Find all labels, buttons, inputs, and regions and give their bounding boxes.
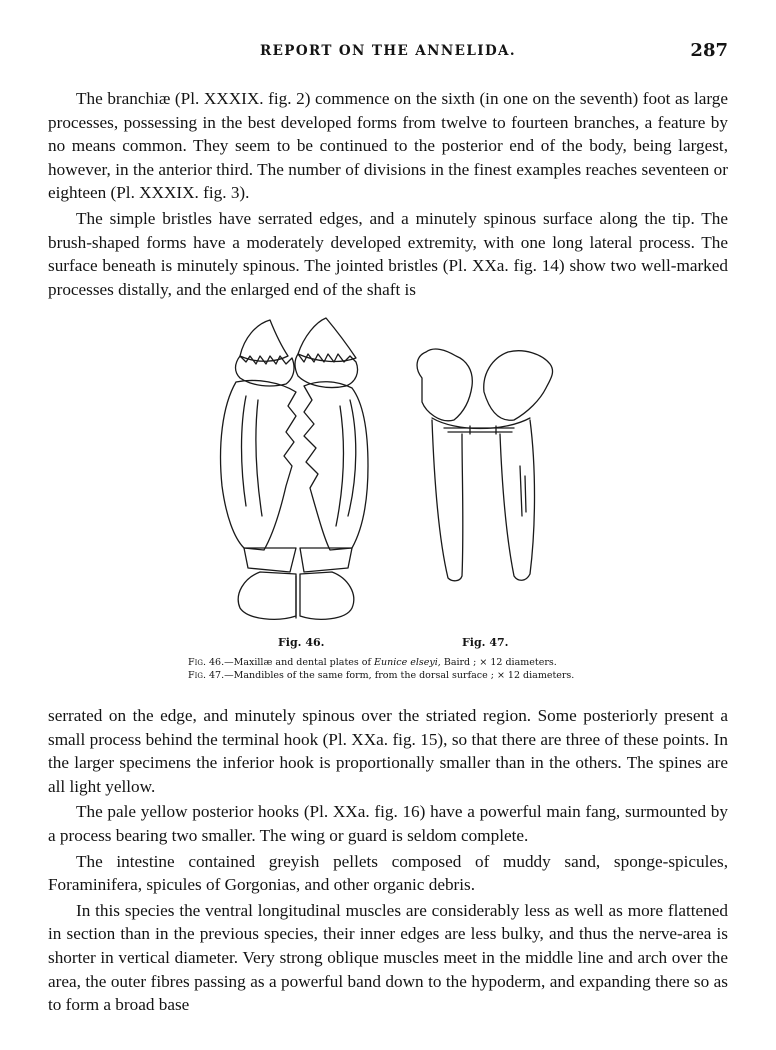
page-header [48, 40, 728, 64]
text-block-top [48, 87, 728, 301]
figure-illustration [200, 316, 580, 636]
caption-fig47-text: —Mandibles of the same form, from the dorsal surface ; × 12 diameters. [224, 670, 575, 681]
fig46-label: Fig. 46. [278, 636, 325, 649]
fig46-maxillae-drawing [221, 318, 368, 619]
running-head: REPORT ON THE ANNELIDA. [259, 43, 517, 59]
caption-fig46 [188, 656, 608, 669]
caption-fig47 [188, 669, 608, 682]
caption-fig47-lead: Fig. 47. [188, 670, 225, 681]
fig47-label: Fig. 47. [462, 636, 509, 649]
fig47-mandibles-drawing [417, 349, 552, 581]
paragraph-bristles: The simple bristles have serrated edges, and a minutely spinous surface along the tip. The brush-shaped forms have a moderately developed extremity, with one long lateral process. The surface beneath is minutely spinous. The jointed bristles (Pl. XXa. fig. 14) show two well-marked processes distally, and the enlarged end of the shaft is [48, 208, 728, 299]
paragraph-serrated-continuation: serrated on the edge, and minutely spinous over the striated region. Some posteriorly present a small process behind the terminal hook (Pl. XXa. fig. 15), so that there are three of these points. In the larger specimens the inferior hook is proportionally smaller than in the others. The spines are all light yellow. [48, 706, 728, 796]
figure-area [188, 316, 580, 686]
caption-fig46-text: —Maxillæ and dental plates of [224, 657, 375, 668]
paragraph-branchiae: The branchiæ (Pl. XXXIX. fig. 2) commence on the sixth (in one on the seventh) foot as large processes, possessing in the best developed forms from twelve to fourteen branches, a feature by no means common. They seem to be continued to the posterior end of the body, being largest, however, in the anterior third. The number of divisions in the finest examples reaches seventeen or eighteen (Pl. XXXIX. fig. 3). [48, 89, 728, 203]
caption-fig46-lead: Fig. 46. [188, 657, 225, 668]
caption-fig46-tail: , Baird ; × 12 diameters. [437, 657, 557, 668]
paragraph-posterior-hooks: The pale yellow posterior hooks (Pl. XXa. fig. 16) have a powerful main fang, surmounted by a process bearing two smaller. The wing or guard is seldom complete. [48, 802, 728, 845]
paragraph-intestine: The intestine contained greyish pellets composed of muddy sand, sponge-spicules, Foraminifera, spicules of Gorgonias, and other organic debris. [48, 851, 728, 895]
page-number: 287 [690, 40, 728, 61]
paragraph-muscles: In this species the ventral longitudinal muscles are considerably less as well as more flattened in section than in the previous species, their inner edges are less bulky, and thus the nerve-area is shorter in vertical diameter. Very strong oblique muscles meet in the middle line and arch over the area, the outer fibres passing as a powerful band down to the hypoderm, and expanding there so as to form a broad base [48, 900, 728, 1015]
text-block-bottom [48, 704, 728, 1017]
caption-fig46-species: Eunice elseyi [374, 657, 438, 668]
